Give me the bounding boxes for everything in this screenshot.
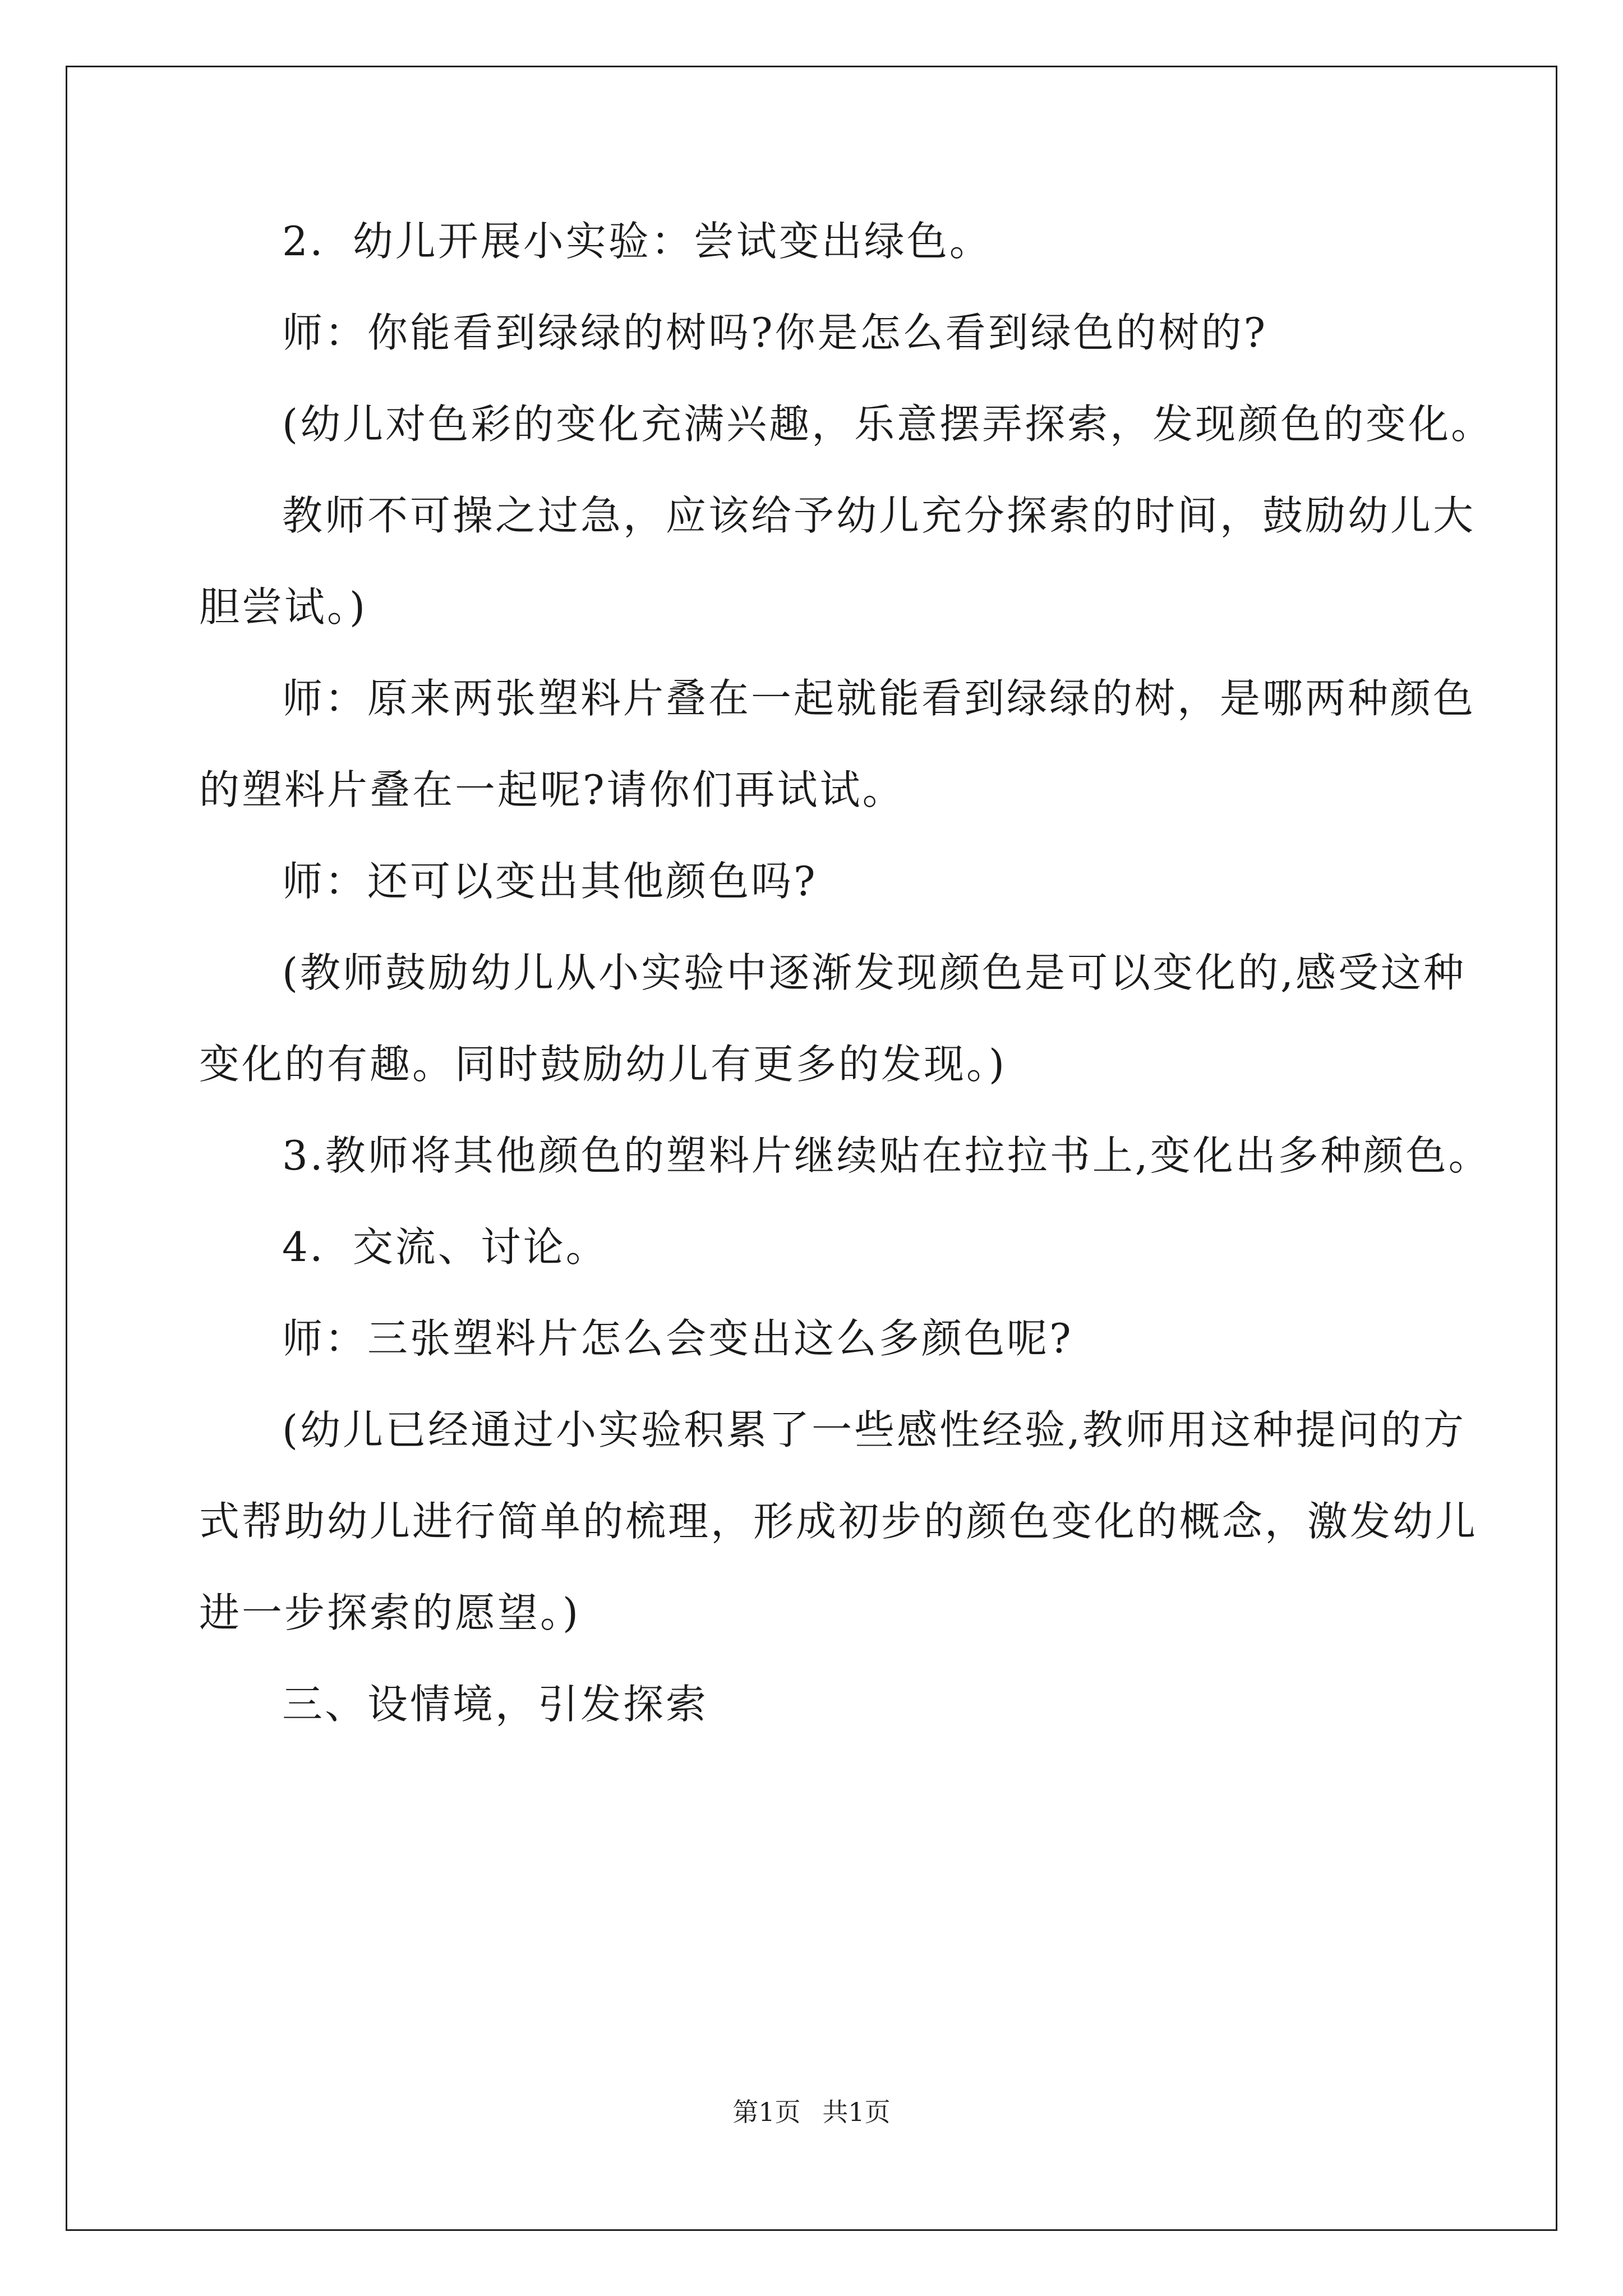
paragraph-line: 师：原来两张塑料片叠在一起就能看到绿绿的树，是哪两种颜色 bbox=[282, 675, 1476, 722]
paragraph-line: 教师不可操之过急，应该给予幼儿充分探索的时间，鼓励幼儿大 bbox=[282, 492, 1476, 539]
paragraph-line: 的塑料片叠在一起呢?请你们再试试。 bbox=[199, 766, 905, 813]
paragraph-line: 3.教师将其他颜色的塑料片继续贴在拉拉书上,变化出多种颜色。 bbox=[282, 1132, 1491, 1179]
paragraph-line: 胆尝试。) bbox=[199, 583, 368, 631]
paragraph-line: 师：三张塑料片怎么会变出这么多颜色呢? bbox=[282, 1315, 1073, 1362]
paragraph-line: 师：你能看到绿绿的树吗?你是怎么看到绿色的树的? bbox=[282, 309, 1268, 356]
section-heading: 三、设情境，引发探索 bbox=[282, 1681, 709, 1728]
paragraph-line: 变化的有趣。同时鼓励幼儿有更多的发现。) bbox=[199, 1041, 1007, 1088]
paragraph-line: (幼儿已经通过小实验积累了一些感性经验,教师用这种提问的方 bbox=[282, 1406, 1466, 1453]
paragraph-line: 进一步探索的愿望。) bbox=[199, 1589, 581, 1636]
paragraph-line: 式帮助幼儿进行简单的梳理，形成初步的颜色变化的概念，激发幼儿 bbox=[199, 1498, 1478, 1545]
page-total: 共1页 bbox=[822, 2097, 891, 2127]
paragraph-line: 师：还可以变出其他颜色吗? bbox=[282, 858, 818, 905]
paragraph-line: (教师鼓励幼儿从小实验中逐渐发现颜色是可以变化的,感受这种 bbox=[282, 949, 1466, 996]
page-footer bbox=[0, 2095, 1623, 2129]
page-number: 第1页 bbox=[732, 2097, 801, 2127]
paragraph-line: 4．交流、讨论。 bbox=[282, 1223, 608, 1271]
paragraph-line: (幼儿对色彩的变化充满兴趣，乐意摆弄探索，发现颜色的变化。 bbox=[282, 401, 1494, 448]
paragraph-line: 2．幼儿开展小实验：尝试变出绿色。 bbox=[282, 218, 992, 265]
